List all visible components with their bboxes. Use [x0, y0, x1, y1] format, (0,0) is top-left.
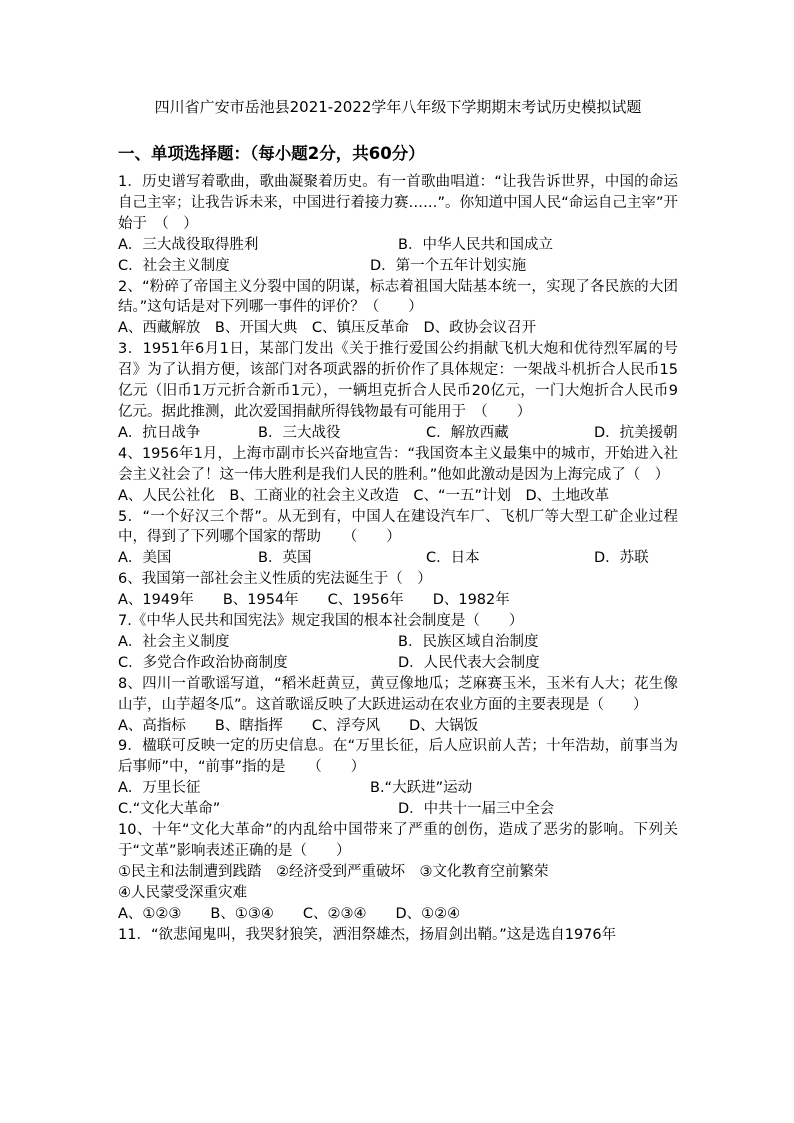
question-8-options: A、高指标 B、瞎指挥 C、浮夸风 D、大锅饭 [118, 717, 479, 734]
question-2-stem: 2、“粉碎了帝国主义分裂中国的阴谋，标志着祖国大陆基本统一，实现了各民族的大团结。”这句话是对下列哪一事件的评价？（ ） [118, 278, 678, 316]
question-5 [118, 507, 678, 570]
question-5-option-c: C．日本 [426, 550, 480, 567]
question-9 [118, 736, 678, 820]
question-9-option-a: A．万里长征 [118, 780, 201, 797]
question-3-option-b: B．三大战役 [258, 424, 341, 441]
question-4-stem: 4、1956年1月，上海市副市长兴奋地宣告：“我国资本主义最集中的城市，开始进入社会主义社会了！这一伟大胜利是我们人民的胜利。”他如此激动是因为上海完成了（ ） [118, 445, 678, 483]
question-6-options: A、1949年 B、1954年 C、1956年 D、1982年 [118, 592, 510, 609]
question-8 [118, 674, 678, 737]
question-7-options-row-2 [118, 653, 678, 674]
question-9-option-c: C.“文化大革命” [118, 801, 221, 818]
exam-page [118, 96, 678, 946]
question-7 [118, 611, 678, 674]
question-8-stem: 8、四川一首歌谣写道，“稻米赶黄豆，黄豆像地瓜；芝麻赛玉米，玉米有人大；花生像山芋，山芋超冬瓜”。这首歌谣反映了大跃进运动在农业方面的主要表现是（ ） [118, 675, 678, 713]
question-1-option-c: C．社会主义制度 [118, 257, 230, 274]
question-5-stem: 5．“一个好汉三个帮”。从无到有，中国人在建设汽车厂、飞机厂等大型工矿企业过程中，得到了下列哪个国家的帮助 （ ） [118, 508, 678, 546]
question-7-option-b: B．民族区域自治制度 [398, 633, 539, 650]
question-3-stem: 3．1951年6月1日，某部门发出《关于推行爱国公约捐献飞机大炮和优待烈军属的号召》为了认捐方便，该部门对各项武器的折价作了具体规定：一架战斗机折合人民币15亿元（旧币1万元折合新币1元），一辆坦克折合人民币20亿元，一门大炮折合人民币9亿元。据此推测，此次爱国捐献所得钱物最有可能用于 （ ） [118, 341, 678, 420]
question-9-stem: 9．楹联可反映一定的历史信息。在“万里长征，后人应识前人苦；十年浩劫，前事当为后事师”中，“前事”指的是 （ ） [118, 738, 678, 776]
question-6 [118, 569, 678, 611]
question-5-option-a: A．美国 [118, 550, 172, 567]
question-2-options: A、西藏解放 B、开国大典 C、镇压反革命 D、政协会议召开 [118, 320, 537, 337]
question-4 [118, 444, 678, 507]
question-9-option-b: B.“大跃进”运动 [370, 780, 473, 797]
question-7-options-row-1 [118, 632, 678, 653]
question-1-option-d: D．第一个五年计划实施 [370, 257, 527, 274]
question-3-option-c: C．解放西藏 [426, 424, 509, 441]
question-5-option-d: D．苏联 [594, 550, 649, 567]
question-4-options: A、人民公社化 B、工商业的社会主义改造 C、“一五”计划 D、土地改革 [118, 487, 610, 504]
question-7-option-c: C．多党合作政治协商制度 [118, 654, 288, 671]
question-5-option-b: B．英国 [258, 550, 312, 567]
question-3-option-d: D．抗美援朝 [594, 424, 678, 441]
question-1-option-a: A．三大战役取得胜利 [118, 236, 259, 253]
question-6-stem: 6、我国第一部社会主义性质的宪法诞生于（ ） [118, 571, 432, 588]
question-5-options [118, 548, 678, 569]
question-3 [118, 339, 678, 444]
question-1-options-row-1 [118, 235, 678, 256]
question-1-option-b: B．中华人民共和国成立 [398, 236, 553, 253]
question-10-statements-1: ①民主和法制遭到践踏 ②经济受到严重破坏 ③文化教育空前繁荣 [118, 863, 549, 880]
question-10-options: A、①②③ B、①③④ C、②③④ D、①②④ [118, 905, 461, 922]
question-7-stem: 7.《中华人民共和国宪法》规定我国的根本社会制度是（ ） [118, 613, 524, 630]
question-9-options-row-1 [118, 778, 678, 799]
question-11-stem: 11．“欲悲闻鬼叫，我哭豺狼笑，洒泪祭雄杰，扬眉剑出鞘。”这是选自1976年 [118, 926, 617, 943]
question-10-statements-2: ④人民蒙受深重灾难 [118, 884, 247, 901]
question-10-stem: 10、十年“文化大革命”的内乱给中国带来了严重的创伤，造成了恶劣的影响。下列关于“文革”影响表述正确的是（ ） [118, 822, 678, 859]
question-11 [118, 925, 678, 946]
question-1 [118, 172, 678, 277]
question-9-option-d: D．中共十一届三中全会 [398, 801, 555, 818]
question-2 [118, 277, 678, 340]
question-10 [118, 820, 678, 925]
question-1-options-row-2 [118, 256, 678, 277]
question-3-option-a: A．抗日战争 [118, 424, 201, 441]
section-heading: 一、单项选择题：（每小题2分，共60分） [118, 144, 425, 163]
question-7-option-a: A．社会主义制度 [118, 633, 230, 650]
question-3-options [118, 423, 678, 444]
question-9-options-row-2 [118, 799, 678, 820]
question-7-option-d: D．人民代表大会制度 [398, 654, 540, 671]
question-1-stem: 1．历史谱写着歌曲，歌曲凝聚着历史。有一首歌曲唱道：“让我告诉世界，中国的命运自己主宰；让我告诉未来，中国进行着接力赛……”。你知道中国人民“命运自己主宰”开始于 （ ） [118, 174, 678, 232]
exam-title: 四川省广安市岳池县2021-2022学年八年级下学期期末考试历史模拟试题 [154, 98, 642, 116]
